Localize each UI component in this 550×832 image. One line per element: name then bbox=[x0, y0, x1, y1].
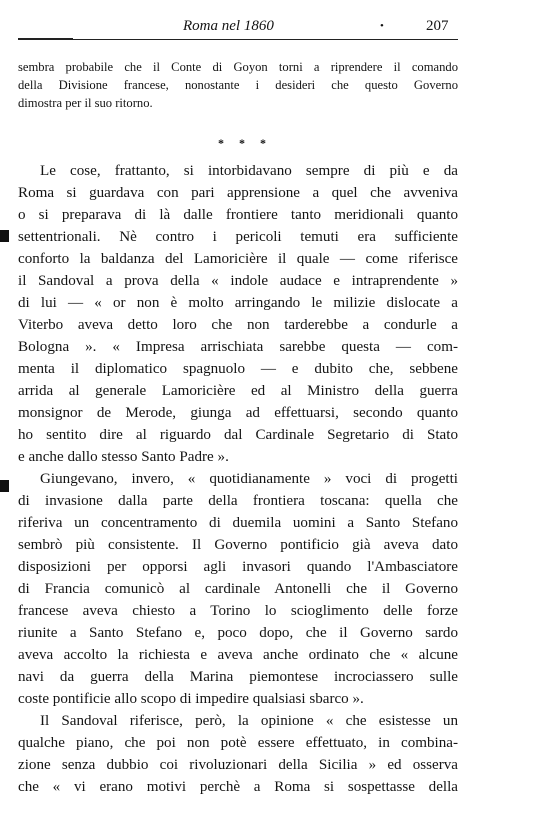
paragraph-line: monsignor de Merode, giunga ad effettuarsi, secondo quanto bbox=[18, 405, 458, 421]
paragraph-line: il Sandoval a prova della « indole audace e intraprendente » bbox=[18, 273, 458, 289]
paragraph-line: menta il diplomatico spagnuolo — e dubito che, sebbene bbox=[18, 361, 458, 377]
paragraph-line: francese aveva chiesto a Torino lo scioglimento delle forze bbox=[18, 603, 458, 619]
paragraph-line: aveva accolto la richiesta e aveva anche ordinato che « alcune bbox=[18, 647, 458, 663]
paragraph-line: qualche piano, che poi non potè essere effettuato, in combina- bbox=[18, 735, 458, 751]
paragraph-line: di invasione dalla parte della frontiera toscana: quella che bbox=[18, 493, 458, 509]
paragraph-line: conforto la baldanza del Lamoricière il quale — come riferisce bbox=[18, 251, 458, 267]
paragraph-line: ho sentito dire al riguardo dal Cardinale Segretario di Stato bbox=[18, 427, 458, 443]
header-rule-accent bbox=[18, 38, 73, 40]
intro-line: dimostra per il suo ritorno. bbox=[18, 96, 153, 110]
paragraph-line: riunite a Santo Stefano e, poco dopo, che il Governo sardo bbox=[18, 625, 458, 641]
paragraph-line: zione senza dubbio coi rivoluzionari della Sicilia » ed osserva bbox=[18, 757, 458, 773]
page-number: 207 bbox=[426, 18, 449, 34]
header-rule bbox=[18, 39, 458, 40]
running-title: Roma nel 1860 bbox=[183, 18, 274, 34]
margin-mark bbox=[0, 480, 9, 492]
intro-line: sembra probabile che il Conte di Goyon torni a riprendere il comando bbox=[18, 60, 458, 74]
section-separator: * * * bbox=[218, 136, 272, 150]
paragraph-line: arrida al generale Lamoricière ed al Ministro della guerra bbox=[18, 383, 458, 399]
paragraph-line: che « vi erano motivi perchè a Roma si sospettasse della bbox=[18, 779, 458, 795]
paragraph-line: riferiva un concentramento di duemila uomini a Santo Stefano bbox=[18, 515, 458, 531]
paragraph-line: Bologna ». « Impresa arrischiata sarebbe questa — com- bbox=[18, 339, 458, 355]
paragraph-line: o si preparava di là dalle frontiere tanto meridionali quanto bbox=[18, 207, 458, 223]
paragraph-line: Il Sandoval riferisce, però, la opinione « che esistesse un bbox=[40, 713, 458, 729]
paragraph-line: Roma si guardava con pari apprensione a quel che avveniva bbox=[18, 185, 458, 201]
paragraph-line: disposizioni per opporsi agli invasori quando l'Ambasciatore bbox=[18, 559, 458, 575]
paragraph-line: sembrò più consistente. Il Governo pontificio già aveva dato bbox=[18, 537, 458, 553]
margin-mark bbox=[0, 230, 9, 242]
paragraph-line: Viterbo aveva detto loro che non tarderebbe a condurle a bbox=[18, 317, 458, 333]
paragraph-line: Le cose, frattanto, si intorbidavano sempre di più e da bbox=[40, 163, 458, 179]
paragraph-line: coste pontificie allo scopo di impedire qualsiasi sbarco ». bbox=[18, 691, 364, 707]
paragraph-line: Giungevano, invero, « quotidianamente » voci di progetti bbox=[40, 471, 458, 487]
running-head-mark: • bbox=[380, 20, 384, 32]
intro-line: della Divisione francese, nonostante i desideri che questo Governo bbox=[18, 78, 458, 92]
paragraph-line: di lui — « or non è molto arringando le milizie dislocate a bbox=[18, 295, 458, 311]
paragraph-line: settentrionali. Nè contro i pericoli temuti era sufficiente bbox=[18, 229, 458, 245]
paragraph-line: e anche dallo stesso Santo Padre ». bbox=[18, 449, 229, 465]
running-head bbox=[18, 18, 458, 38]
paragraph-line: navi da guerra della Marina piemontese incrociassero sulle bbox=[18, 669, 458, 685]
paragraph-line: di Francia comunicò al cardinale Antonelli che il Governo bbox=[18, 581, 458, 597]
